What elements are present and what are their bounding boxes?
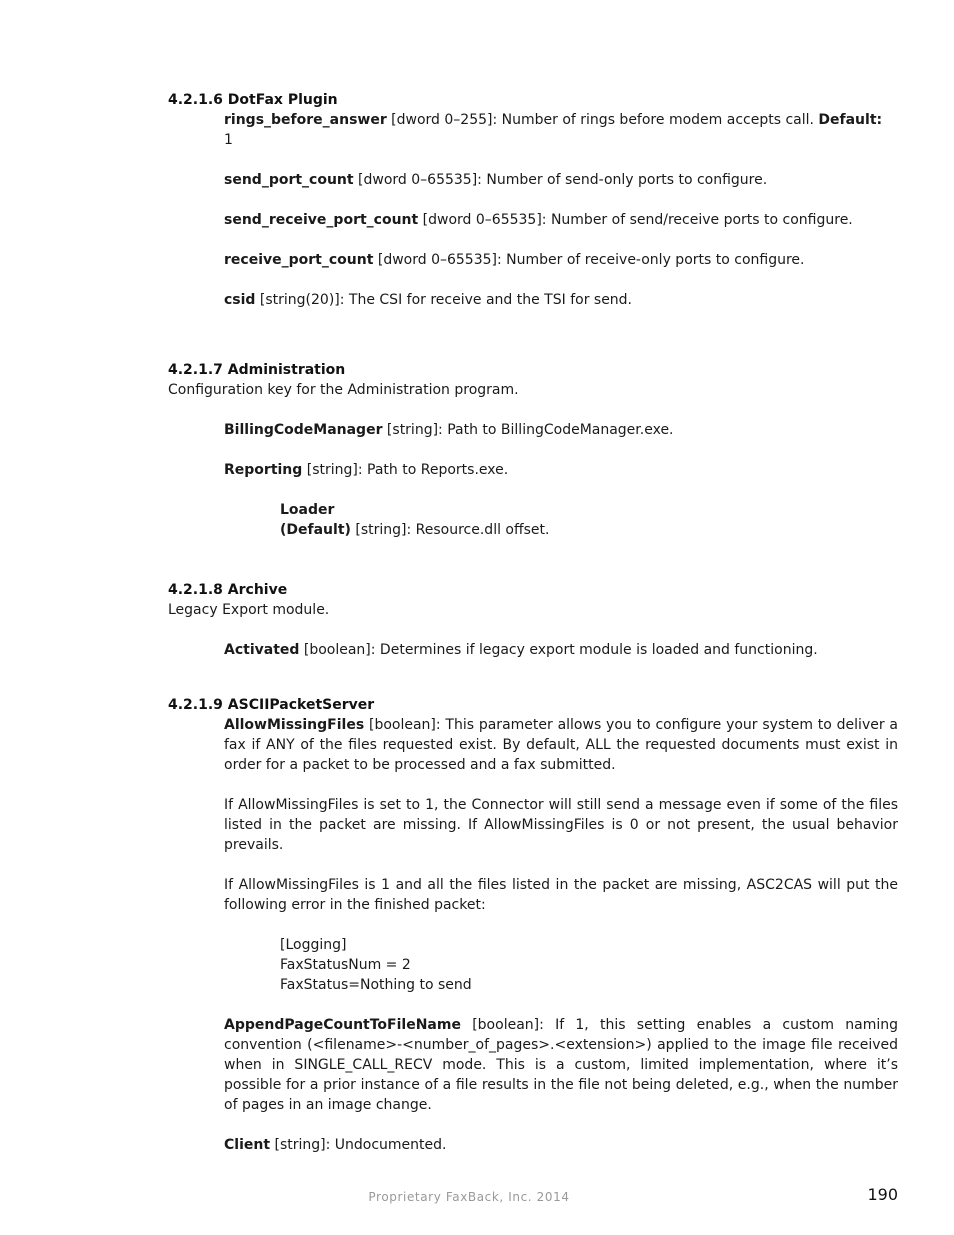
param-key: Client [224, 1137, 271, 1153]
param-key: Reporting [224, 462, 303, 478]
param-billing-code-manager [224, 420, 898, 440]
subkey-title: Loader [280, 502, 335, 518]
param-reporting [224, 460, 898, 480]
section-intro: Legacy Export module. [168, 602, 330, 618]
param-desc: [dword 0–255]: Number of rings before modem accepts call. [386, 112, 819, 128]
param-desc: [string]: Path to Reports.exe. [302, 462, 509, 478]
param-loader-default [280, 520, 898, 540]
section-heading-administration: 4.2.1.7 Administration [168, 362, 346, 378]
param-client [224, 1135, 898, 1155]
footer-copyright: Proprietary FaxBack, Inc. 2014 [368, 1190, 570, 1204]
section-heading-ascii-packet-server: 4.2.1.9 ASCIIPacketServer [168, 697, 375, 713]
param-key: csid [224, 292, 256, 308]
param-key: send_port_count [224, 172, 354, 188]
code-line: [Logging] [280, 937, 347, 953]
code-line: FaxStatusNum = 2 [280, 957, 411, 973]
param-activated [224, 640, 898, 660]
param-key: BillingCodeManager [224, 422, 383, 438]
param-csid [224, 290, 898, 310]
param-rings-before-answer [224, 110, 898, 150]
param-desc: [boolean]: If 1, this setting enables a custom naming convention (<filename>-<number_of_pages>.<extension>) applied to the image file received when in SINGLE_CALL_RECV mode. This is a custom, limited implementation, where it’s possible for a prior instance of a file results in the file not being deleted, e.g., when the number of pages in an image change. [224, 1017, 898, 1113]
param-desc: [boolean]: This parameter allows you to configure your system to deliver a fax if ANY of the files requested exist. By default, ALL the requested documents must exist in order for a packet to be processed and a fax submitted. [224, 717, 898, 773]
param-desc: [dword 0–65535]: Number of receive-only ports to configure. [373, 252, 805, 268]
default-label: Default: [818, 112, 883, 128]
param-desc: [string(20)]: The CSI for receive and the TSI for send. [255, 292, 633, 308]
paragraph: If AllowMissingFiles is 1 and all the files listed in the packet are missing, ASC2CAS will put the following error in the finished packet: [224, 877, 898, 913]
param-desc: [string]: Path to BillingCodeManager.exe. [382, 422, 674, 438]
param-key: AppendPageCountToFileName [224, 1017, 461, 1033]
param-desc: [dword 0–65535]: Number of send-only ports to configure. [353, 172, 768, 188]
param-key: Activated [224, 642, 300, 658]
section-heading-archive: 4.2.1.8 Archive [168, 582, 288, 598]
param-send-receive-port-count [224, 210, 898, 230]
param-key: send_receive_port_count [224, 212, 419, 228]
param-key: receive_port_count [224, 252, 374, 268]
code-line: FaxStatus=Nothing to send [280, 977, 472, 993]
param-send-port-count [224, 170, 898, 190]
paragraph: If AllowMissingFiles is set to 1, the Connector will still send a message even if some of the files listed in the packet are missing. If AllowMissingFiles is 0 or not present, the usual behavior prevails. [224, 797, 898, 853]
param-desc: [string]: Resource.dll offset. [350, 522, 550, 538]
section-heading-dotfax: 4.2.1.6 DotFax Plugin [168, 92, 338, 108]
param-key: AllowMissingFiles [224, 717, 365, 733]
subkey-loader-title [280, 500, 898, 520]
param-allow-missing-files [224, 715, 898, 775]
default-value: 1 [224, 132, 233, 148]
section-intro: Configuration key for the Administration program. [168, 382, 519, 398]
param-desc: [string]: Undocumented. [270, 1137, 447, 1153]
page-number: 190 [867, 1185, 898, 1204]
document-page [168, 90, 898, 1155]
param-key: (Default) [280, 522, 351, 538]
param-key: rings_before_answer [224, 112, 387, 128]
param-desc: [dword 0–65535]: Number of send/receive ports to configure. [418, 212, 853, 228]
param-desc: [boolean]: Determines if legacy export module is loaded and functioning. [299, 642, 818, 658]
param-receive-port-count [224, 250, 898, 270]
param-append-page-count [224, 1015, 898, 1115]
